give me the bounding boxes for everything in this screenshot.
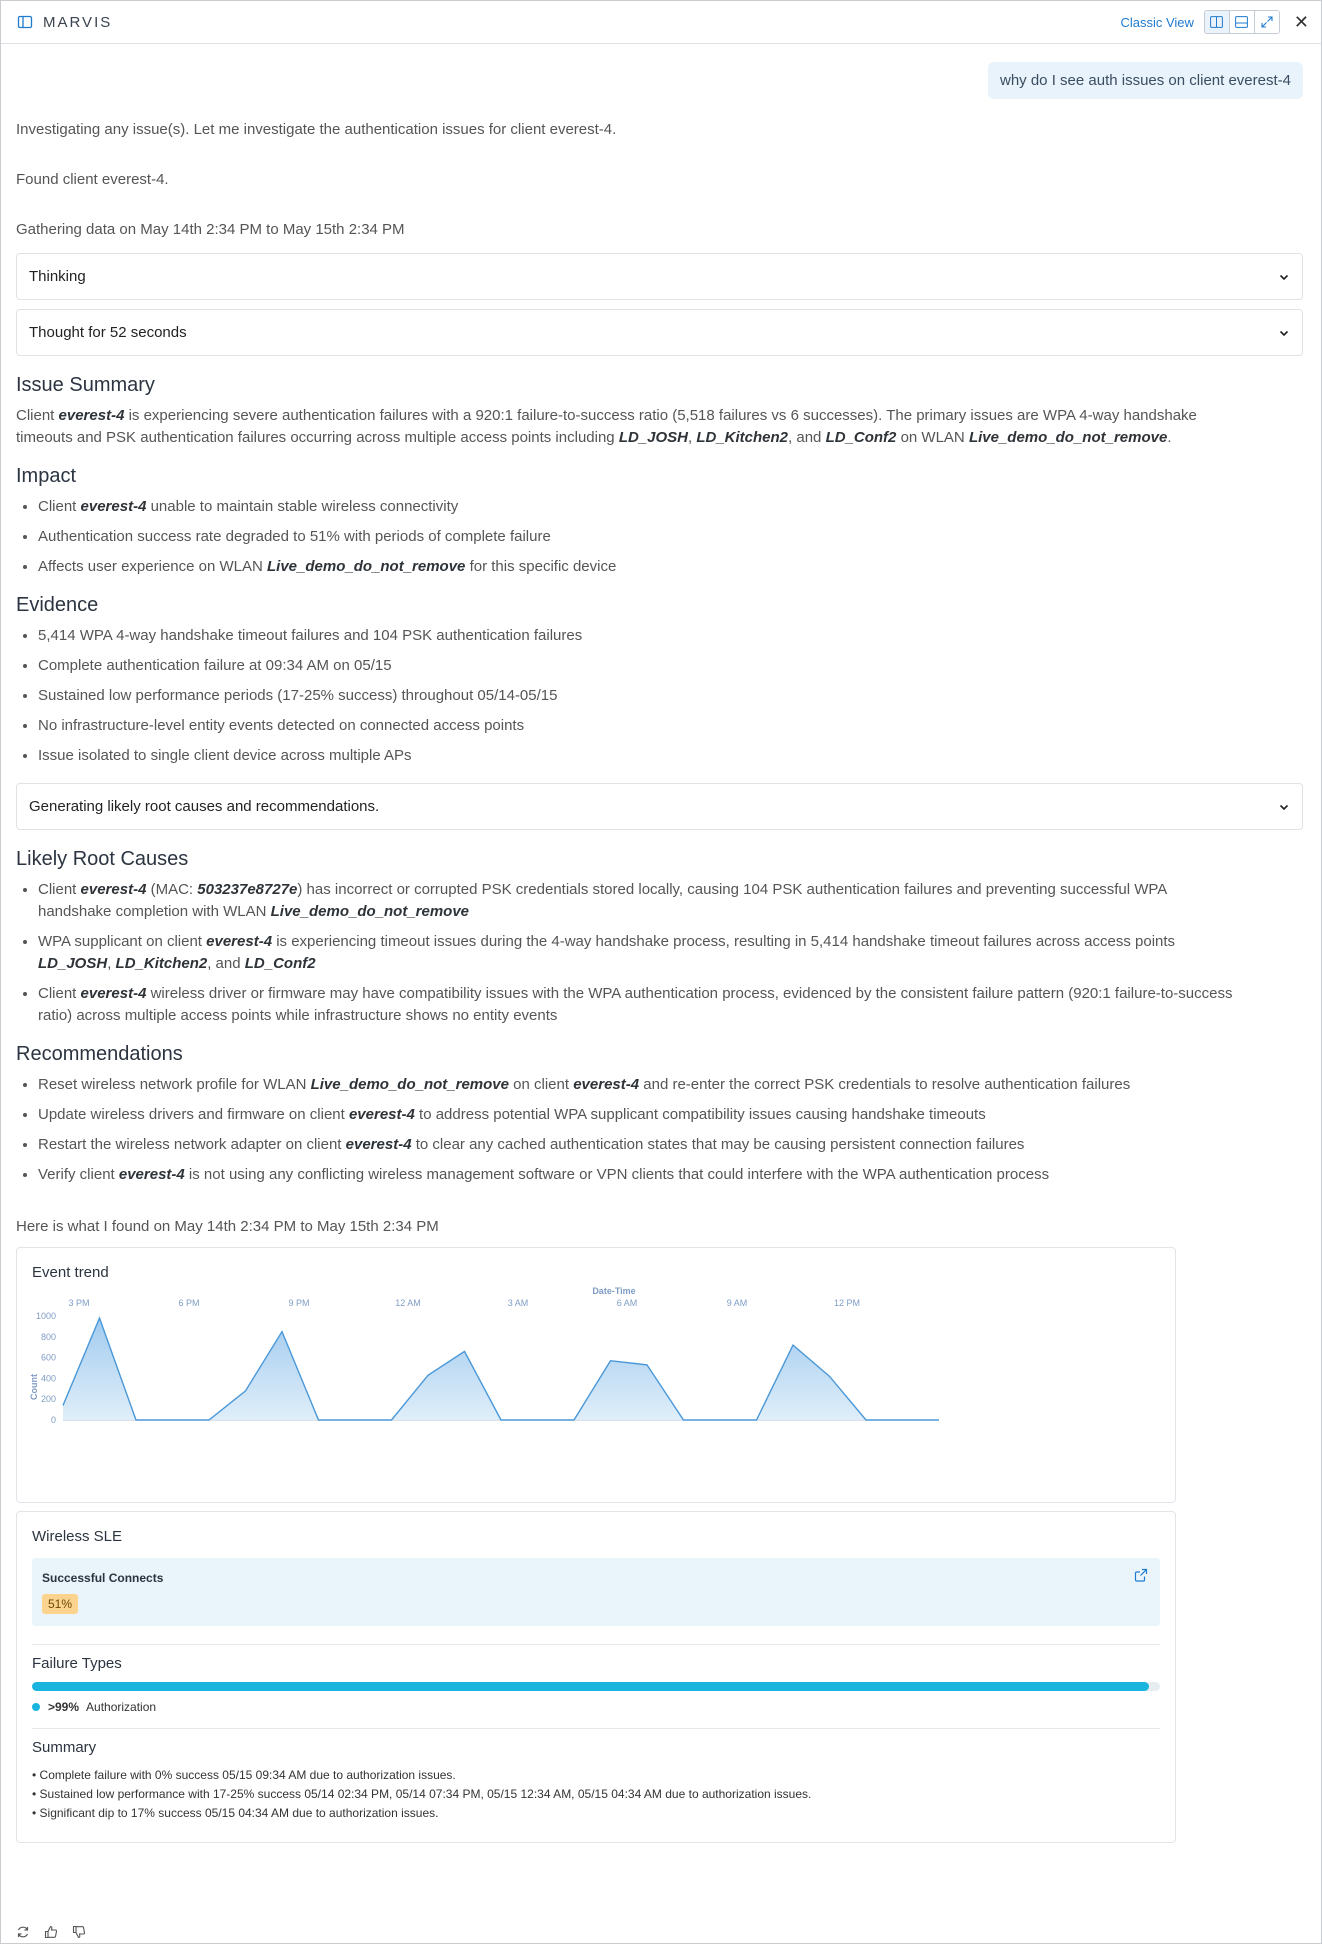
- thumbs-down-icon: [72, 1925, 86, 1939]
- header-bar: [1, 1, 1321, 44]
- failure-types-title: Failure Types: [32, 1655, 122, 1672]
- text-part: Verify client: [38, 1166, 119, 1183]
- recommendations-heading: Recommendations: [16, 1043, 183, 1065]
- list-item: • Issue isolated to single client device across multiple APs: [38, 745, 1303, 767]
- chat-content: [1, 62, 1321, 1843]
- ap-name: LD_Conf2: [825, 429, 897, 446]
- impact-heading: Impact: [16, 465, 77, 487]
- text-part: and re-enter the correct PSK credentials to resolve authentication failures: [639, 1076, 1131, 1093]
- x-axis-label: Date-Time: [592, 1286, 636, 1296]
- list-item: [38, 556, 1303, 578]
- list-item: [38, 1164, 1303, 1186]
- close-button[interactable]: ✕: [1293, 12, 1309, 32]
- client-name: everest-4: [206, 933, 273, 950]
- chevron-down-icon: [1278, 327, 1290, 339]
- y-tick-label: 200: [40, 1394, 56, 1405]
- x-tick-label: 6 AM: [616, 1298, 638, 1308]
- text-part: Affects user experience on WLAN: [38, 558, 267, 575]
- list-item: • Sustained low performance periods (17-25% success) throughout 05/14-05/15: [38, 685, 1303, 707]
- text-part: (MAC:: [146, 881, 198, 898]
- text-part: Client: [38, 498, 81, 515]
- text-part: is experiencing timeout issues during the 4-way handshake process, resulting in 5,414 handshake timeout failures across access points: [272, 933, 1176, 950]
- x-tick-label: 9 PM: [288, 1298, 310, 1308]
- event-trend-title: Event trend: [32, 1264, 109, 1281]
- text-part: ,: [107, 955, 116, 972]
- area-fill: [63, 1318, 939, 1420]
- thumbs-down-button[interactable]: [72, 1925, 86, 1939]
- found-line: Here is what I found on May 14th 2:34 PM to May 15th 2:34 PM: [16, 1218, 439, 1235]
- issue-summary-text-part: on WLAN: [896, 429, 969, 446]
- bottom-panel-view-button[interactable]: [1230, 11, 1255, 33]
- classic-view-link[interactable]: Classic View: [1120, 14, 1194, 30]
- text-part: Update wireless drivers and firmware on client: [38, 1106, 349, 1123]
- external-link-icon[interactable]: [1134, 1568, 1148, 1582]
- recommendations-list: [16, 1074, 1303, 1186]
- list-item: • 5,414 WPA 4-way handshake timeout failures and 104 PSK authentication failures: [38, 625, 1303, 647]
- summary-title: Summary: [32, 1739, 97, 1756]
- wlan-name: Live_demo_do_not_remove: [270, 903, 470, 920]
- y-axis-label: Count: [29, 1374, 39, 1400]
- issue-summary-heading: Issue Summary: [16, 374, 155, 396]
- failure-type-name: Authorization: [86, 1700, 157, 1714]
- client-name: everest-4: [348, 1106, 415, 1123]
- expand-view-button[interactable]: [1255, 11, 1279, 33]
- root-causes-heading: Likely Root Causes: [16, 848, 189, 870]
- event-trend-card: [16, 1247, 1176, 1503]
- text-part: is not using any conflicting wireless management software or VPN clients that could interfere with the WPA authentication process: [184, 1166, 1050, 1183]
- thought-label: Thought for 52 seconds: [29, 324, 187, 341]
- text-part: on client: [509, 1076, 574, 1093]
- mac-address: 503237e8727e: [197, 881, 298, 898]
- text-part: to address potential WPA supplicant compatibility issues causing handshake timeouts: [414, 1106, 986, 1123]
- divider: [32, 1644, 1160, 1645]
- root-causes-list: [16, 879, 1238, 1027]
- x-tick-label: 6 PM: [178, 1298, 200, 1308]
- client-name: everest-4: [573, 1076, 640, 1093]
- issue-summary-text-part: Client: [16, 407, 59, 424]
- text-part: Client: [38, 985, 81, 1002]
- failure-bar-track: [32, 1682, 1160, 1691]
- list-item: [38, 1074, 1303, 1096]
- text-part: WPA supplicant on client: [38, 933, 207, 950]
- text-part: to clear any cached authentication states that may be causing persistent connection failures: [411, 1136, 1025, 1153]
- sidebar-toggle-icon[interactable]: [17, 14, 33, 30]
- wireless-sle-title: Wireless SLE: [32, 1528, 123, 1545]
- refresh-icon: [16, 1925, 30, 1939]
- issue-summary-text-part: .: [1167, 429, 1172, 446]
- text-part: , and: [207, 955, 245, 972]
- x-tick-label: 12 PM: [833, 1298, 861, 1308]
- failure-legend: [32, 1700, 156, 1714]
- divider: [32, 1728, 1160, 1729]
- wlan-name: Live_demo_do_not_remove: [267, 558, 466, 575]
- chevron-down-icon: [1278, 801, 1290, 813]
- y-tick-label: 400: [40, 1373, 56, 1384]
- list-item: • Authentication success rate degraded to 51% with periods of complete failure: [38, 526, 1303, 548]
- status-line-found: Found client everest-4.: [16, 171, 169, 188]
- y-tick-label: 0: [50, 1415, 56, 1425]
- thought-collapsible[interactable]: [16, 309, 1303, 356]
- y-tick-label: 1000: [35, 1311, 56, 1321]
- text-part: for this specific device: [465, 558, 617, 575]
- failure-bar-fill: [32, 1682, 1149, 1691]
- text-part: wireless driver or firmware may have compatibility issues with the WPA authentication process, evidenced by the consistent failure pattern (920:1 failure-to-success ratio) across multiple access points while infrastructure shows no entity events: [38, 985, 1233, 1024]
- legend-dot: [32, 1703, 40, 1711]
- event-trend-chart: [17, 1284, 1175, 1444]
- text-part: unable to maintain stable wireless connectivity: [146, 498, 459, 515]
- x-tick-label: 3 AM: [507, 1298, 529, 1308]
- view-mode-group: [1204, 10, 1280, 34]
- ap-name: LD_Conf2: [244, 955, 316, 972]
- text-part: Client: [38, 881, 81, 898]
- client-name: everest-4: [345, 1136, 412, 1153]
- status-line-gathering: Gathering data on May 14th 2:34 PM to May 15th 2:34 PM: [16, 221, 405, 238]
- expand-icon: [1261, 16, 1273, 28]
- list-item: • No infrastructure-level entity events detected on connected access points: [38, 715, 1303, 737]
- ap-name: LD_Kitchen2: [115, 955, 208, 972]
- wlan-name: Live_demo_do_not_remove: [310, 1076, 509, 1093]
- issue-summary-text-part: ,: [688, 429, 697, 446]
- client-name: everest-4: [80, 985, 147, 1002]
- text-part: ) has incorrect or corrupted PSK credentials stored locally, causing 104 PSK authentication failures and preventing successful WPA handshake completion with WLAN: [38, 881, 1167, 920]
- thumbs-up-icon: [44, 1925, 58, 1939]
- chevron-down-icon: [1278, 271, 1290, 283]
- summary-item: • Significant dip to 17% success 05/15 04:34 AM due to authorization issues.: [32, 1806, 439, 1820]
- regenerate-button[interactable]: [16, 1925, 30, 1939]
- thumbs-up-button[interactable]: [44, 1925, 58, 1939]
- client-name: everest-4: [80, 498, 147, 515]
- side-panel-icon: [1210, 16, 1223, 28]
- text-part: Restart the wireless network adapter on client: [38, 1136, 346, 1153]
- status-line-investigating: Investigating any issue(s). Let me investigate the authentication issues for client everest-4.: [16, 121, 617, 138]
- ap-name: LD_Kitchen2: [696, 429, 789, 446]
- list-item: [38, 1104, 1303, 1126]
- list-item: • Complete authentication failure at 09:34 AM on 05/15: [38, 655, 1303, 677]
- bottom-panel-icon: [1235, 16, 1248, 28]
- summary-item: • Complete failure with 0% success 05/15 09:34 AM due to authorization issues.: [32, 1768, 456, 1782]
- generating-collapsible[interactable]: [16, 783, 1303, 830]
- evidence-list: [16, 625, 1303, 767]
- text-part: Reset wireless network profile for WLAN: [38, 1076, 311, 1093]
- list-item: [38, 879, 1238, 923]
- list-item: [38, 983, 1238, 1027]
- ap-name: LD_JOSH: [38, 955, 108, 972]
- user-message-row: [16, 62, 1303, 99]
- ap-name: LD_JOSH: [618, 429, 688, 446]
- list-item: [38, 1134, 1303, 1156]
- y-tick-label: 600: [40, 1352, 56, 1363]
- client-name: everest-4: [118, 1166, 185, 1183]
- wireless-sle-card: [16, 1511, 1176, 1843]
- issue-summary-text: [16, 405, 1216, 449]
- client-name: everest-4: [80, 881, 147, 898]
- list-item: [38, 496, 1303, 518]
- message-actions: [16, 1925, 86, 1939]
- wlan-name: Live_demo_do_not_remove: [968, 429, 1168, 446]
- metric-label: Successful Connects: [42, 1571, 164, 1585]
- x-tick-label: 12 AM: [395, 1298, 421, 1308]
- issue-summary-text-part: , and: [788, 429, 826, 446]
- list-item: [38, 931, 1238, 975]
- app-title: MARVIS: [43, 13, 113, 31]
- x-tick-label: 3 PM: [68, 1298, 90, 1308]
- client-name: everest-4: [58, 407, 125, 424]
- issue-summary-text-part: is experiencing severe authentication failures with a 920:1 failure-to-success ratio (5,518 failures vs 6 successes). The primary issues are WPA 4-way handshake timeouts and PSK authentication failures occurring across multiple access points including: [16, 407, 1197, 446]
- successful-connects-panel: [32, 1558, 1160, 1626]
- summary-list: [32, 1766, 811, 1823]
- generating-label: Generating likely root causes and recommendations.: [29, 798, 380, 815]
- thinking-collapsible[interactable]: [16, 253, 1303, 300]
- failure-percent: >99%: [48, 1700, 80, 1714]
- side-panel-view-button[interactable]: [1205, 11, 1230, 33]
- y-tick-label: 800: [40, 1331, 56, 1342]
- x-tick-label: 9 AM: [726, 1298, 748, 1308]
- user-message: why do I see auth issues on client everest-4: [988, 62, 1303, 99]
- metric-value-badge: 51%: [42, 1594, 78, 1614]
- summary-item: • Sustained low performance with 17-25% success 05/14 02:34 PM, 05/14 07:34 PM, 05/15 12:34 AM, 05/15 04:34 AM due to authorization issues.: [32, 1787, 812, 1801]
- thinking-label: Thinking: [29, 268, 86, 285]
- evidence-heading: Evidence: [16, 594, 99, 616]
- impact-list: [16, 496, 1303, 578]
